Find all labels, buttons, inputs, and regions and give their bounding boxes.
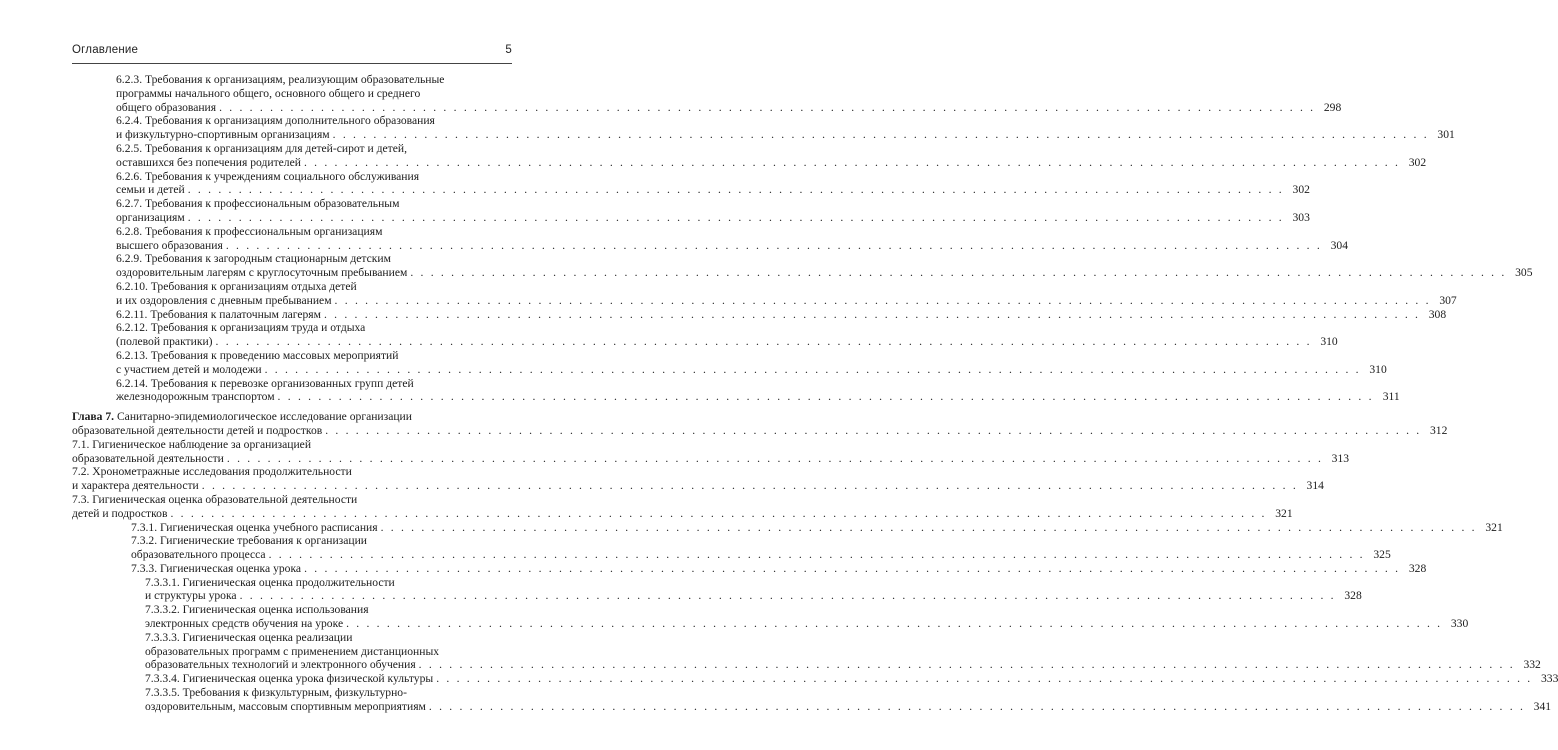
toc-entry-line [116,238,1348,253]
header-title: Оглавление [72,44,139,56]
toc-entry[interactable] [0,492,1293,521]
toc-entry-text: Санитарно-эпидемиологическое исследование организации [116,410,412,424]
dot-leader [199,479,1304,493]
toc-page-number: 308 [1428,307,1447,321]
toc-page-number: 321 [1485,520,1503,534]
dot-leader [185,183,1290,197]
toc-entry-text: оставшихся без попечения родителей [116,155,301,169]
toc-entry[interactable] [0,141,1427,170]
toc-entry-line [116,170,495,184]
toc-entry-line [116,197,495,211]
toc-entry-line [145,645,495,659]
dot-leader [332,294,1437,308]
toc-entry[interactable] [0,603,1469,631]
toc-entry-line [116,362,1387,377]
toc-entry-line [116,293,1457,308]
toc-entry-text: 7.3.3.4. Гигиеническая оценка урока физической культуры [145,672,434,686]
toc-entry-text: 6.2.13. Требования к проведению массовых мероприятий [116,348,399,362]
toc-entry[interactable] [0,686,1552,714]
toc-entry-line [72,465,495,479]
table-of-contents [0,73,1558,714]
dot-leader [237,589,1342,603]
toc-entry-text: высшего образования [116,238,223,252]
running-header [72,44,512,56]
toc-entry-line [131,520,1503,535]
toc-entry-text: образовательной деятельности [72,451,224,465]
toc-entry-line [116,321,495,335]
toc-entry-line [116,225,495,239]
toc-page-number: 302 [1292,183,1310,197]
toc-entry[interactable] [0,520,1503,535]
toc-page-number: 321 [1275,506,1293,520]
toc-entry-line [72,493,495,507]
toc-entry-line [116,390,1400,404]
toc-page-number: 332 [1523,658,1541,672]
dot-leader [322,424,1427,438]
toc-entry-line [116,155,1427,170]
toc-entry-line [116,377,495,391]
dot-leader [185,211,1290,225]
toc-entry-text: образовательной деятельности детей и подростков [72,423,323,437]
dot-leader [426,700,1531,714]
dot-leader [275,390,1380,404]
toc-entry-line [116,87,495,101]
toc-entry-text: организациям [116,210,185,224]
toc-entry[interactable] [0,279,1457,308]
toc-entry-text: 7.3.3. Гигиеническая оценка урока [131,561,302,575]
dot-leader [301,156,1406,170]
toc-entry-text: 6.2.4. Требования к организациям дополнительного образования [116,114,435,128]
toc-entry[interactable] [0,307,1447,322]
toc-entry-text: и физкультурно-спортивным организациям [116,128,330,142]
toc-entry-text: железнодорожным транспортом [116,390,275,404]
toc-entry[interactable] [0,575,1362,604]
toc-entry-text: 6.2.14. Требования к перевозке организованных групп детей [116,376,414,390]
toc-entry[interactable] [0,197,1310,225]
dot-leader [167,507,1272,521]
toc-page-number: 330 [1450,617,1469,631]
toc-entry-line [131,561,1427,576]
toc-entry-line [116,266,1533,280]
toc-page-number: 325 [1373,548,1391,562]
toc-entry-text: и структуры урока [145,589,237,603]
toc-entry-line [131,548,1391,562]
toc-entry[interactable] [0,252,1533,280]
toc-page-number: 333 [1540,672,1558,686]
toc-entry-line [145,699,1552,714]
chapter-label: Глава 7. [72,410,115,424]
toc-entry-text: 6.2.8. Требования к профессиональным организациям [116,224,383,238]
header-page-number: 5 [505,44,512,56]
toc-entry[interactable] [0,437,1350,466]
toc-entry-text: 6.2.6. Требования к учреждениям социального обслуживания [116,169,420,183]
toc-entry-text: 6.2.10. Требования к организациям отдыха детей [116,279,357,293]
toc-entry-line [116,210,1310,225]
toc-entry-text: общего образования [116,100,217,114]
toc-entry-text: и характера деятельности [72,479,199,493]
toc-entry-text: 7.3.3.2. Гигиеническая оценка использования [145,603,369,617]
toc-entry[interactable] [0,321,1338,349]
toc-entry-text: 6.2.5. Требования к организациям для детей-сирот и детей, [116,141,407,155]
toc-entry-line [116,280,495,294]
toc-entry-text: 6.2.3. Требования к организациям, реализующим образовательные [116,73,445,86]
toc-entry-line [145,589,1362,603]
toc-entry-line [145,576,495,590]
toc-page-number: 314 [1306,479,1324,493]
toc-page-number: 341 [1533,699,1552,713]
toc-entry-line [72,410,495,424]
toc-chapter-entry[interactable] [0,410,1448,438]
toc-entry-line [145,672,1558,686]
toc-entry-line [116,252,495,266]
dot-leader [416,658,1521,672]
toc-entry-text: 7.2. Хронометражные исследования продолжительности [72,465,352,479]
toc-page-number: 312 [1430,423,1448,437]
dot-leader [330,128,1435,142]
dot-leader [321,308,1426,322]
toc-page-number: 303 [1292,210,1310,224]
toc-entry-text: образовательных программ с применением дистанционных [145,644,440,658]
toc-page-number: 305 [1515,266,1533,280]
toc-entry-line [72,506,1293,521]
toc-page-number: 310 [1320,335,1338,349]
dot-leader [301,562,1406,576]
toc-entry-text: электронных средств обучения на уроке [145,617,344,631]
toc-entry[interactable] [0,348,1387,377]
toc-entry[interactable] [0,465,1324,493]
toc-entry-text: 6.2.9. Требования к загородным стационарным детским [116,252,391,266]
dot-leader [407,266,1512,280]
toc-entry-line [145,686,495,700]
toc-entry-text: 6.2.12. Требования к организациям труда и отдыха [116,321,366,335]
dot-leader [343,617,1448,631]
toc-page-number: 310 [1369,362,1387,376]
toc-entry-text: с участием детей и молодежи [116,362,262,376]
toc-entry-line [116,128,1455,142]
toc-entry-line [145,658,1541,672]
toc-entry-line [116,142,495,156]
dot-leader [224,452,1329,466]
toc-entry-line [145,631,495,645]
toc-entry-line [116,335,1338,349]
toc-entry-line [72,451,1350,466]
toc-page-number: 307 [1439,293,1457,307]
toc-entry[interactable] [0,534,1391,562]
dot-leader [433,672,1538,686]
toc-entry[interactable] [0,561,1427,576]
toc-entry-text: 7.3.3.3. Гигиеническая оценка реализации [145,630,353,644]
dot-leader [223,239,1328,253]
toc-entry-line [145,617,1469,631]
toc-entry-text: детей и подростков [72,506,168,520]
toc-entry-text: и их оздоровления с дневным пребыванием [116,293,332,307]
toc-entry-text: 7.3. Гигиеническая оценка образовательной деятельности [72,492,358,506]
toc-page-number: 302 [1408,155,1427,169]
toc-entry-line [116,114,495,128]
toc-entry[interactable] [0,169,1310,198]
toc-entry-line [116,307,1447,322]
toc-entry-text: 7.3.1. Гигиеническая оценка учебного расписания [131,520,378,534]
toc-entry-text: программы начального общего, основного общего и среднего [116,86,421,100]
toc-entry-line [116,73,495,87]
toc-entry[interactable] [0,114,1455,142]
toc-entry-line [72,423,1448,438]
toc-entry-text: (полевой практики) [116,335,213,349]
dot-leader [262,363,1367,377]
toc-entry-text: оздоровительным, массовым спортивным мероприятиям [145,699,426,713]
toc-entry-line [72,438,495,452]
toc-page-number: 328 [1408,561,1427,575]
toc-page-number: 313 [1331,451,1350,465]
toc-entry-text: 7.3.3.1. Гигиеническая оценка продолжительности [145,575,395,589]
toc-entry-line [116,349,495,363]
toc-entry[interactable] [0,73,1342,114]
toc-entry-line [116,100,1342,115]
toc-entry-line [131,534,495,548]
toc-entry[interactable] [0,630,1541,672]
toc-entry-text: семьи и детей [116,183,185,197]
dot-leader [213,335,1318,349]
toc-entry-line [72,479,1324,493]
toc-entry[interactable] [0,376,1400,405]
toc-entry-text: образовательных технологий и электронного обучения [145,658,416,672]
toc-entry-text: 6.2.7. Требования к профессиональным образовательным [116,197,400,211]
toc-entry[interactable] [0,224,1348,253]
toc-entry-text: 6.2.11. Требования к палаточным лагерям [116,307,321,321]
header-divider [72,63,512,64]
toc-entry-text: образовательного процесса [131,548,266,562]
toc-entry[interactable] [0,672,1558,686]
toc-page-number: 298 [1323,100,1342,114]
dot-leader [216,101,1321,115]
toc-page-number: 328 [1344,589,1362,603]
toc-entry-text: 7.3.2. Гигиенические требования к организации [131,534,367,548]
toc-entry-text: 7.1. Гигиеническое наблюдение за организацией [72,437,312,451]
toc-entry-line [145,603,495,617]
toc-entry-text: оздоровительным лагерям с круглосуточным пребыванием [116,266,408,280]
toc-entry-line [116,183,1310,197]
toc-page-number: 301 [1437,128,1455,142]
dot-leader [378,521,1483,535]
toc-page-number: 304 [1330,238,1348,252]
toc-page-number: 311 [1382,390,1400,404]
dot-leader [266,548,1371,562]
toc-entry-text: 7.3.3.5. Требования к физкультурным, физкультурно- [145,686,407,700]
